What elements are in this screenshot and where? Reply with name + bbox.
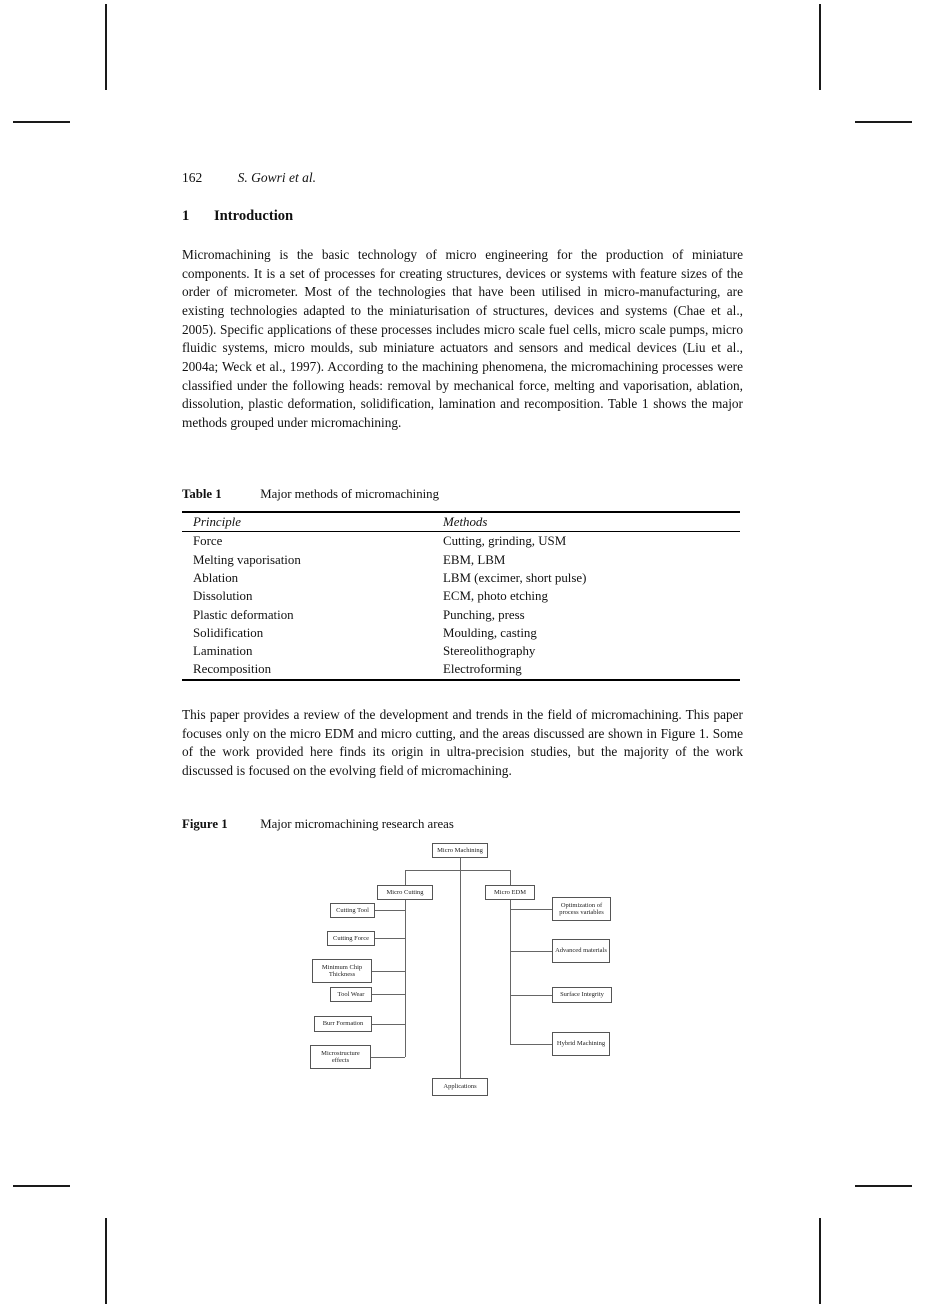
node-micro-edm: Micro EDM <box>485 885 535 900</box>
figure-caption-text: Major micromachining research areas <box>260 817 454 831</box>
node-optimization-process-variables: Optimization of process variables <box>552 897 611 921</box>
figure-1-diagram <box>305 840 615 1100</box>
connector-line <box>510 909 552 910</box>
cell-principle: Dissolution <box>193 589 253 604</box>
crop-mark-left-upper <box>13 121 70 123</box>
running-head: S. Gowri et al. <box>237 170 317 185</box>
connector-line <box>405 870 406 885</box>
paragraph-intro: Micromachining is the basic technology of micro engineering for the production of miniature components. It is a set of processes for creating structures, devices or systems with feature sizes of the order of micrometer. Most of the technologies that have been utilised in micro-manufacturing, are existing technologies adapted to the miniaturisation of structures, devices and systems (Chae et al., 2005). Specific applications of these processes includes micro scale fuel cells, micro scale pumps, micro fluidic systems, micro moulds, sub miniature actuators and sensors and medical devices (Liu et al., 2004a; Weck et al., 1997). According to the machining phenomena, the micromachining processes were classified under the following heads: removal by mechanical force, melting and vaporisation, ablation, dissolution, plastic deformation, solidification, lamination and recomposition. Table 1 shows the major methods grouped under micromachining. <box>182 247 743 430</box>
section-heading <box>182 208 293 225</box>
node-surface-integrity: Surface Integrity <box>552 987 612 1003</box>
cell-principle: Recomposition <box>193 662 272 677</box>
section-number: 1 <box>182 208 190 224</box>
node-cutting-tool: Cutting Tool <box>330 903 375 918</box>
connector-line <box>405 870 511 871</box>
crop-mark-right-upper <box>855 121 912 123</box>
connector-line <box>372 971 405 972</box>
table-row <box>182 569 740 587</box>
crop-mark-top-left <box>105 4 107 90</box>
table-label: Table 1 <box>182 487 222 501</box>
connector-line <box>371 1057 405 1058</box>
methods-table <box>182 511 740 681</box>
column-header-methods: Methods <box>443 515 488 530</box>
crop-mark-bottom-left <box>105 1218 107 1304</box>
table-header-row <box>182 512 740 532</box>
cell-principle: Force <box>193 534 223 549</box>
cell-methods: EBM, LBM <box>443 552 506 567</box>
node-cutting-force: Cutting Force <box>327 931 375 946</box>
figure-caption <box>182 817 454 832</box>
table-row <box>182 532 740 551</box>
cell-methods: Cutting, grinding, USM <box>443 534 567 549</box>
node-advanced-materials: Advanced materials <box>552 939 610 963</box>
cell-methods: Electroforming <box>443 662 522 677</box>
node-burr-formation: Burr Formation <box>314 1016 372 1032</box>
table-caption-text: Major methods of micromachining <box>260 487 439 501</box>
node-hybrid-machining: Hybrid Machining <box>552 1032 610 1056</box>
cell-methods: Stereolithography <box>443 644 536 659</box>
cell-principle: Plastic deformation <box>193 607 294 622</box>
connector-line <box>510 995 552 996</box>
figure-label: Figure 1 <box>182 817 228 831</box>
cell-principle: Ablation <box>193 571 239 586</box>
column-header-principle: Principle <box>193 515 241 530</box>
table-row <box>182 642 740 660</box>
table-row <box>182 605 740 623</box>
cell-methods: Punching, press <box>443 607 525 622</box>
table-caption <box>182 487 439 502</box>
page-number: 162 <box>182 170 203 185</box>
table-row <box>182 660 740 679</box>
cell-methods: ECM, photo etching <box>443 589 548 604</box>
node-minimum-chip-thickness: Minimum Chip Thickness <box>312 959 372 983</box>
cell-methods: LBM (excimer, short pulse) <box>443 571 587 586</box>
crop-mark-top-right <box>819 4 821 90</box>
running-header <box>182 170 743 186</box>
connector-line <box>510 951 552 952</box>
cell-principle: Lamination <box>193 644 253 659</box>
connector-line <box>372 994 405 995</box>
connector-line <box>510 900 511 1044</box>
node-applications: Applications <box>432 1078 488 1096</box>
crop-mark-right-lower <box>855 1185 912 1187</box>
cell-methods: Moulding, casting <box>443 625 537 640</box>
node-micro-machining: Micro Machining <box>432 843 488 858</box>
connector-line <box>510 870 511 885</box>
crop-mark-left-lower <box>13 1185 70 1187</box>
table-row <box>182 624 740 642</box>
connector-line <box>375 910 405 911</box>
connector-line <box>375 938 405 939</box>
crop-mark-bottom-right <box>819 1218 821 1304</box>
node-micro-cutting: Micro Cutting <box>377 885 433 900</box>
connector-line <box>405 900 406 1057</box>
connector-line <box>510 1044 552 1045</box>
cell-principle: Solidification <box>193 625 264 640</box>
connector-line <box>460 858 461 1078</box>
node-tool-wear: Tool Wear <box>330 987 372 1002</box>
paragraph-review: This paper provides a review of the development and trends in the field of micromachining. This paper focuses only on the micro EDM and micro cutting, and the areas discussed are shown in Figure 1. Some of the work provided here finds its origin in ultra-precision studies, but the majority of the work discussed is focused on the evolving field of micromachining. <box>182 707 743 778</box>
node-microstructure-effects: Microstructure effects <box>310 1045 371 1069</box>
cell-principle: Melting vaporisation <box>193 552 301 567</box>
table-row <box>182 587 740 605</box>
connector-line <box>372 1024 405 1025</box>
section-title: Introduction <box>213 208 294 224</box>
table-row <box>182 551 740 569</box>
